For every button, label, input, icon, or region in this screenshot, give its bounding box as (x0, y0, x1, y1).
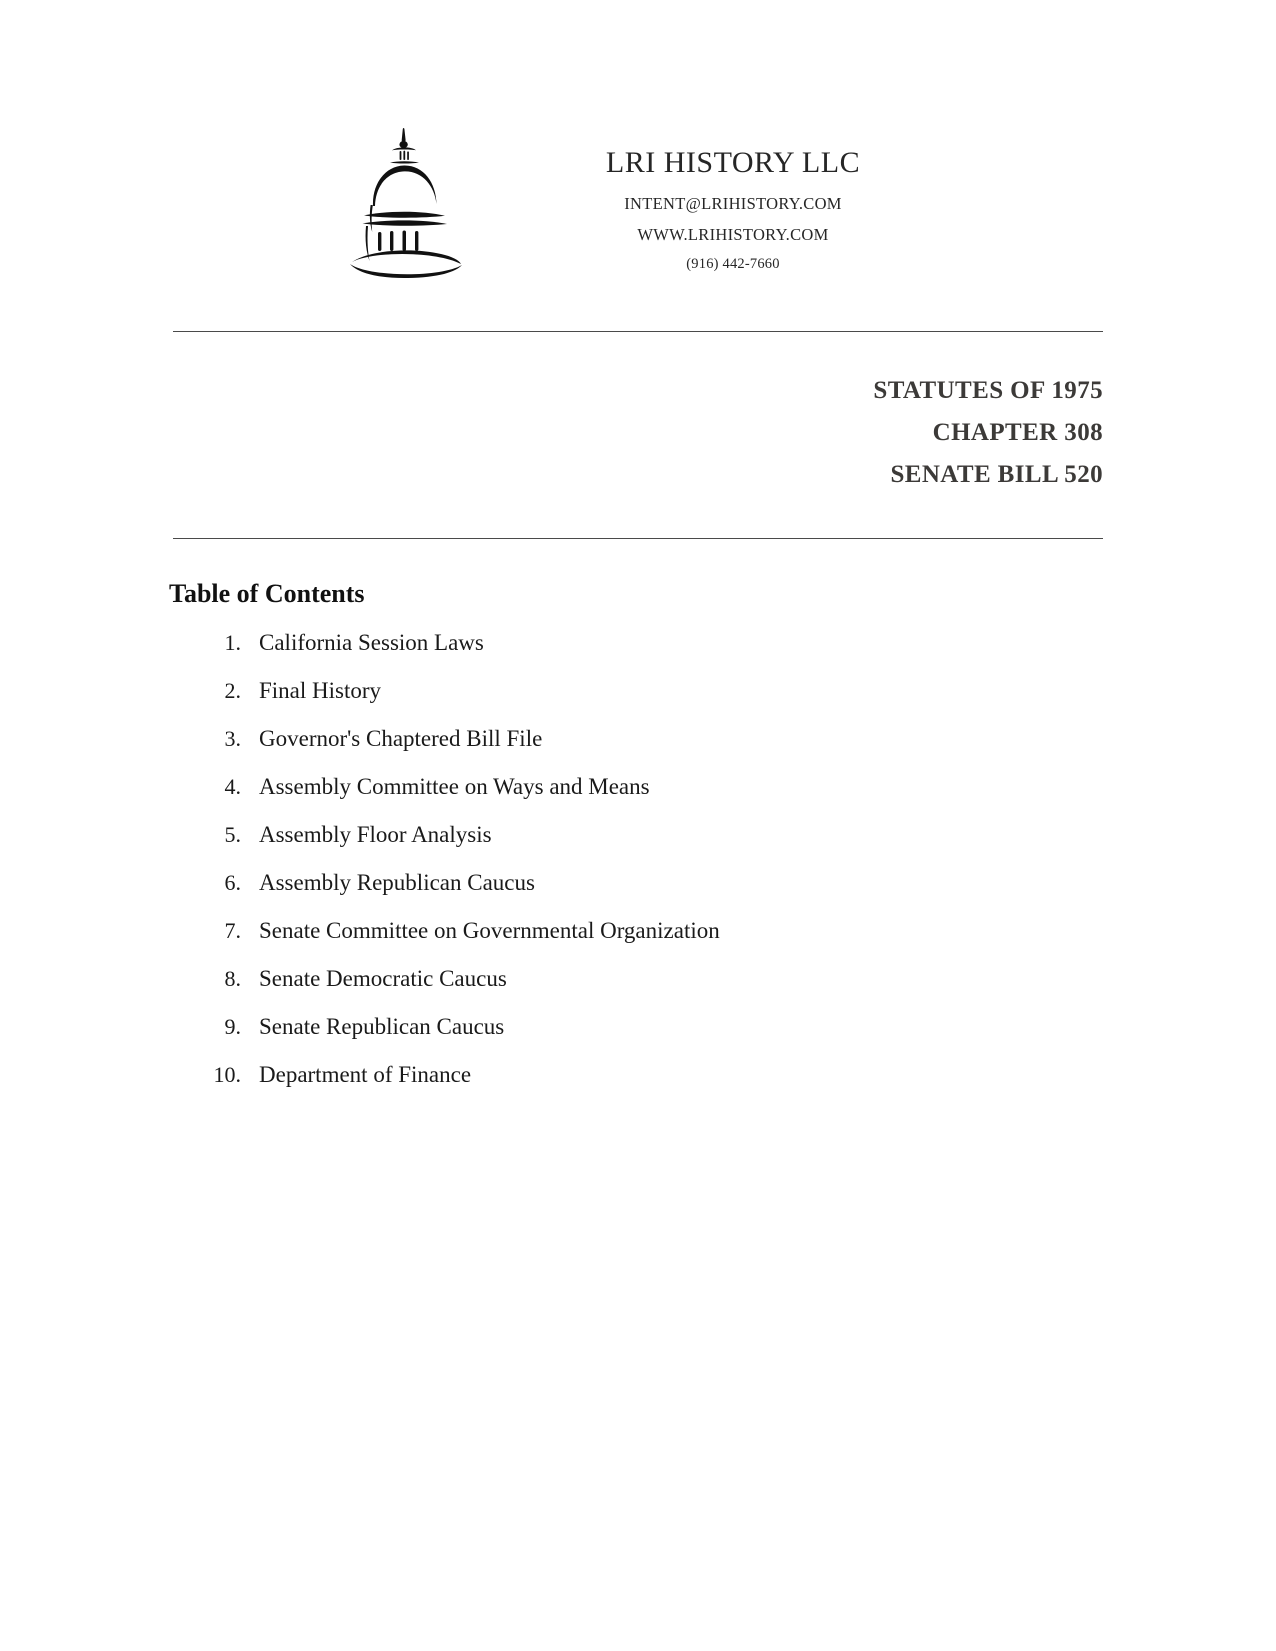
list-item-number: 7. (224, 918, 241, 943)
list-item[interactable] (173, 679, 1103, 702)
capitol-dome-logo-icon (328, 122, 478, 287)
letterhead (0, 0, 1276, 283)
list-item[interactable] (173, 967, 1103, 990)
list-item-label: Senate Democratic Caucus (259, 966, 507, 991)
list-item[interactable] (173, 1063, 1103, 1086)
list-item-label: Senate Republican Caucus (259, 1014, 505, 1039)
list-item[interactable] (173, 823, 1103, 846)
list-item-label: California Session Laws (259, 630, 484, 655)
list-item-label: Assembly Floor Analysis (259, 822, 492, 847)
statutes-year: STATUTES OF 1975 (873, 377, 1103, 404)
list-item-number: 1. (224, 630, 241, 655)
list-item-number: 5. (224, 822, 241, 847)
list-item[interactable] (173, 631, 1103, 654)
title-block (173, 332, 1103, 496)
list-item-label: Assembly Republican Caucus (259, 870, 535, 895)
list-item-number: 6. (224, 870, 241, 895)
list-item[interactable] (173, 919, 1103, 942)
page-title: Table of Contents (169, 579, 365, 608)
list-item-label: Governor's Chaptered Bill File (259, 726, 543, 751)
list-item-number: 2. (224, 678, 241, 703)
list-item-label: Senate Committee on Governmental Organization (259, 918, 720, 943)
list-item-label: Department of Finance (259, 1062, 472, 1087)
bill-number: SENATE BILL 520 (890, 461, 1103, 488)
list-item[interactable] (173, 775, 1103, 798)
list-item-number: 10. (213, 1062, 241, 1087)
website-address: WWW.LRIHISTORY.COM (637, 225, 829, 244)
list-item-number: 8. (224, 966, 241, 991)
list-item-number: 4. (224, 774, 241, 799)
list-item[interactable] (173, 727, 1103, 750)
table-of-contents (169, 539, 1103, 1087)
toc-list (173, 631, 1103, 1086)
list-item-number: 9. (224, 1014, 241, 1039)
list-item-number: 3. (224, 726, 241, 751)
list-item[interactable] (173, 1015, 1103, 1038)
chapter-number: CHAPTER 308 (932, 419, 1103, 446)
phone-number: (916) 442-7660 (686, 256, 780, 272)
email-address: INTENT@LRIHISTORY.COM (624, 194, 842, 213)
list-item-label: Final History (259, 678, 382, 703)
list-item-label: Assembly Committee on Ways and Means (259, 774, 650, 799)
organization-name: LRI HISTORY LLC (605, 146, 861, 179)
masthead (518, 118, 948, 273)
list-item[interactable] (173, 871, 1103, 894)
